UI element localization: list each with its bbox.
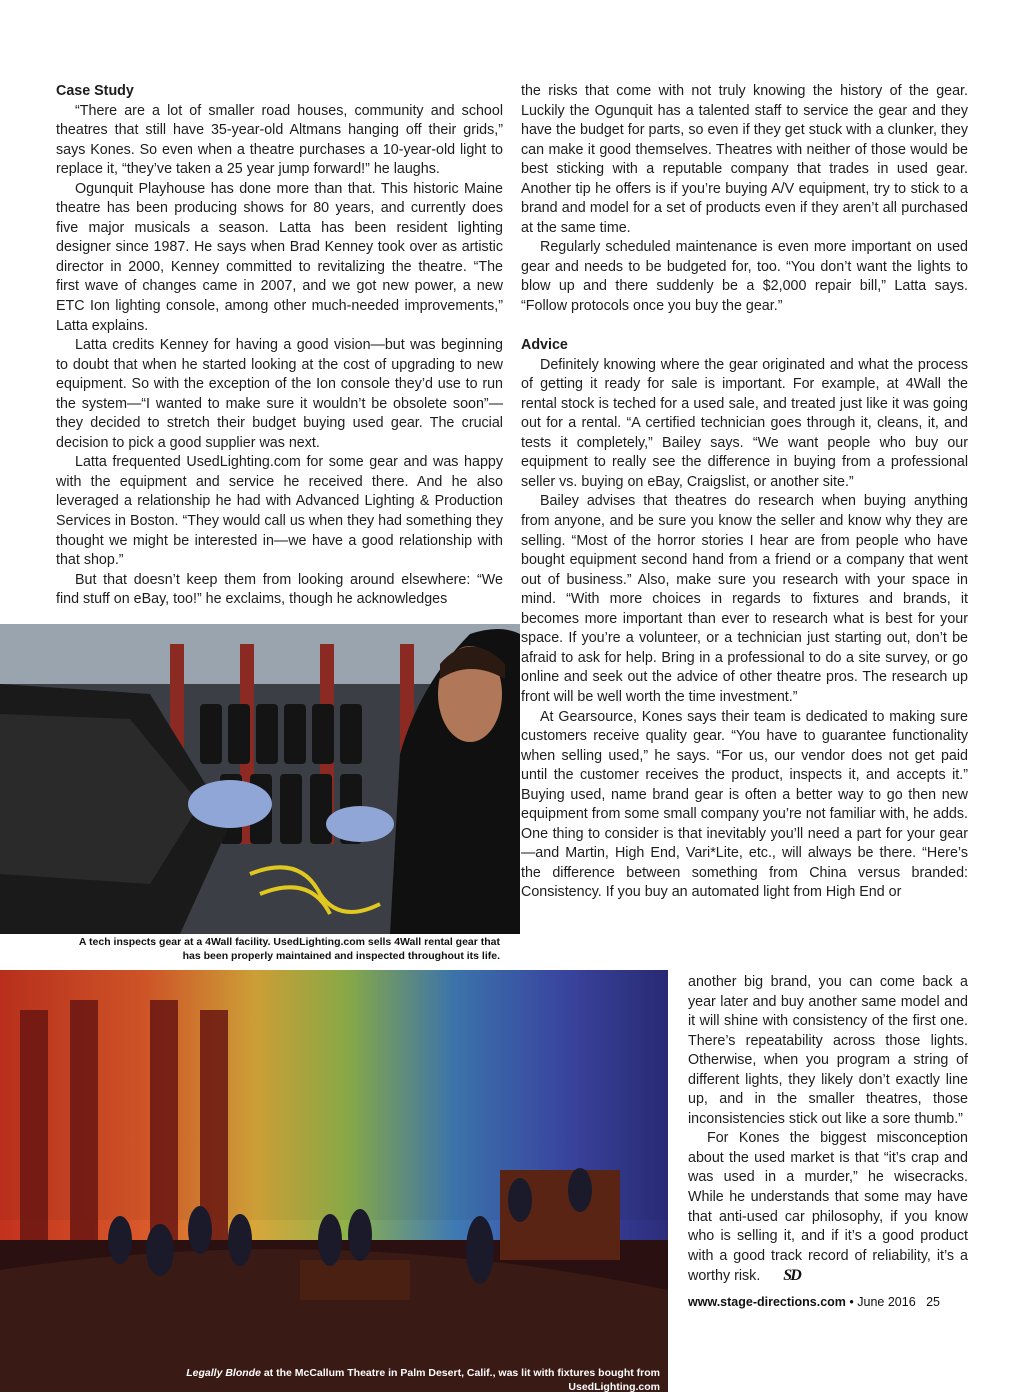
body-paragraph: At Gearsource, Kones says their team is dedicated to making sure customers receive quality gear. “You have to guarantee functionality when selling used,” he says. “For us, our vendor does not get paid until the customer receives the product, inspects it, and accepts it.” Buying used, name brand gear is often a better way to go then new equipment from some small company you’re not familiar with, he adds. One thing to consider is that inevitably you’ll need a part for your gear—and Martin, High End, Vari*Lite, etc., will always be there. “Here’s the difference between something from China versus branded: Consistency. If you buy an automated light from High End or xyxy=(521,708,968,901)
page-number: 25 xyxy=(926,1295,940,1309)
footer-date: June 2016 xyxy=(857,1295,916,1309)
body-paragraph: Bailey advises that theatres do research when buying anything from anyone, and be sure you know the seller and know why they are selling. “Most of the horror stories I hear are from people who have bought equipment second hand from a friend or a company that went out of business.” Also, make sure you research with your space in mind. “With more choices in regards to fixtures and brands, it becomes more important than ever to research what is best for your space. If you’re a volunteer, or a technician just starting out, don’t be afraid to ask for help. Bring in a professional to do a site survey, or go online and seek out the advice of other theatre pros. The research up front will be well worth the time investment.” xyxy=(521,493,968,705)
case-study-heading: Case Study xyxy=(56,83,134,99)
body-paragraph: the risks that come with not truly knowing the history of the gear. Luckily the Ogunquit has a talented staff to service the gear and they have the budget for parts, so even if they get stuck with a clunker, they can make it good themselves. Theatres with neither of those would be best sticking with a reputable company that trades in used gear. Another tip he offers is if you’re buying A/V equipment, try to stick to a brand and model for a set of products even if they aren’t all purchased at the same time. xyxy=(521,83,968,236)
paragraph-gap xyxy=(521,317,968,337)
body-paragraph: Regularly scheduled maintenance is even more important on used gear and needs to be budgeted for, too. “You don’t want the lights to blow up and there suddenly be a $2,000 repair bill,” Latta says. “Follow protocols once you buy the gear.” xyxy=(521,239,968,315)
closing-paragraph-text: For Kones the biggest misconception about the used market is that “it’s crap and was used in a murder,” he wisecracks. While he understands that some may have that anti-used car philosophy, if you know who is selling it, and if it’s a good product with a good track record of reliability, it’s a worthy risk. xyxy=(688,1130,968,1285)
body-paragraph: another big brand, you can come back a year later and buy another same model and it will shine with consistency of the first one. There’s repeatability across those lights. Otherwise, when you program a string of different lights, they likely don’t exactly line up, and in the smaller theatres, those inconsistencies stick out like a sore thumb.” xyxy=(688,974,968,1127)
body-paragraph: “There are a lot of smaller road houses, community and school theatres that still have 35-year-old Altmans hanging off their grids,” says Kones. So even when a theatre purchases a 10-year-old light to replace it, “they’ve taken a 25 year jump forward!” he laughs. xyxy=(56,102,503,178)
body-paragraph: Definitely knowing where the gear originated and what the process of getting it ready for sale is important. For example, at 4Wall the rental stock is teched for a used sale, and treated just like it was going out for a rental. “A certified technician goes through it, cleans, it, and tests it completely,” Bailey says. “We want people who buy our equipment to really see the difference in buying from a professional seller vs. buying on eBay, Craigslist, or another site.” xyxy=(521,356,968,490)
stage-caption-text: at the McCallum Theatre in Palm Desert, Calif., was lit with fixtures bought from UsedLighting.com xyxy=(260,1367,660,1393)
body-paragraph xyxy=(688,1129,968,1286)
body-paragraph: Ogunquit Playhouse has done more than that. This historic Maine theatre has been producing shows for 80 years, and currently does five major musicals a season. Latta has been resident lighting designer since 1987. He says when Brad Kenney took over as artistic director in 2000, Kenney committed to revitalizing the theatre. “The first wave of changes came in 2007, and we got new power, a new ETC Ion lighting console, among other much-needed improvements,” Latta explains. xyxy=(56,180,503,334)
tech-inspecting-gear-photo xyxy=(0,624,520,934)
tech-photo-caption: A tech inspects gear at a 4Wall facility. UsedLighting.com sells 4Wall rental gear that has been properly maintained and inspected throughout its life. xyxy=(78,936,500,962)
left-column xyxy=(56,82,503,610)
stage-photo-illustration xyxy=(0,970,668,1392)
advice-heading: Advice xyxy=(521,337,568,354)
body-paragraph: But that doesn’t keep them from looking around elsewhere: “We find stuff on eBay, too!” he exclaims, though he acknowledges xyxy=(56,571,503,608)
page-footer xyxy=(688,1295,940,1309)
body-paragraph: Latta credits Kenney for having a good vision—but was beginning to doubt that when he started looking at the cost of upgrading to new equipment. So with the exception of the Ion console they’d use to run the system—“I wanted to make sure it wouldn’t be obsolete soon”—they decided to stretch their budget buying used gear. The crucial decision to pick a good supplier was next. xyxy=(56,337,503,451)
tech-photo-illustration xyxy=(0,624,520,934)
right-column-bottom xyxy=(688,973,968,1287)
show-title: Legally Blonde xyxy=(186,1367,261,1379)
legally-blonde-stage-photo xyxy=(0,970,668,1392)
body-paragraph: Latta frequented UsedLighting.com for some gear and was happy with the equipment and service he received there. And he also leveraged a relationship he had with Advanced Lighting & Production Services in Boston. “They would call us when they had something they thought we might be interested in—we have a good relationship with that shop.” xyxy=(56,454,503,569)
right-column-top xyxy=(521,82,968,903)
footer-separator: • xyxy=(849,1295,854,1309)
stage-photo-caption xyxy=(120,1366,660,1394)
sd-logo-icon: SD xyxy=(783,1267,800,1285)
footer-url: www.stage-directions.com xyxy=(688,1295,846,1309)
